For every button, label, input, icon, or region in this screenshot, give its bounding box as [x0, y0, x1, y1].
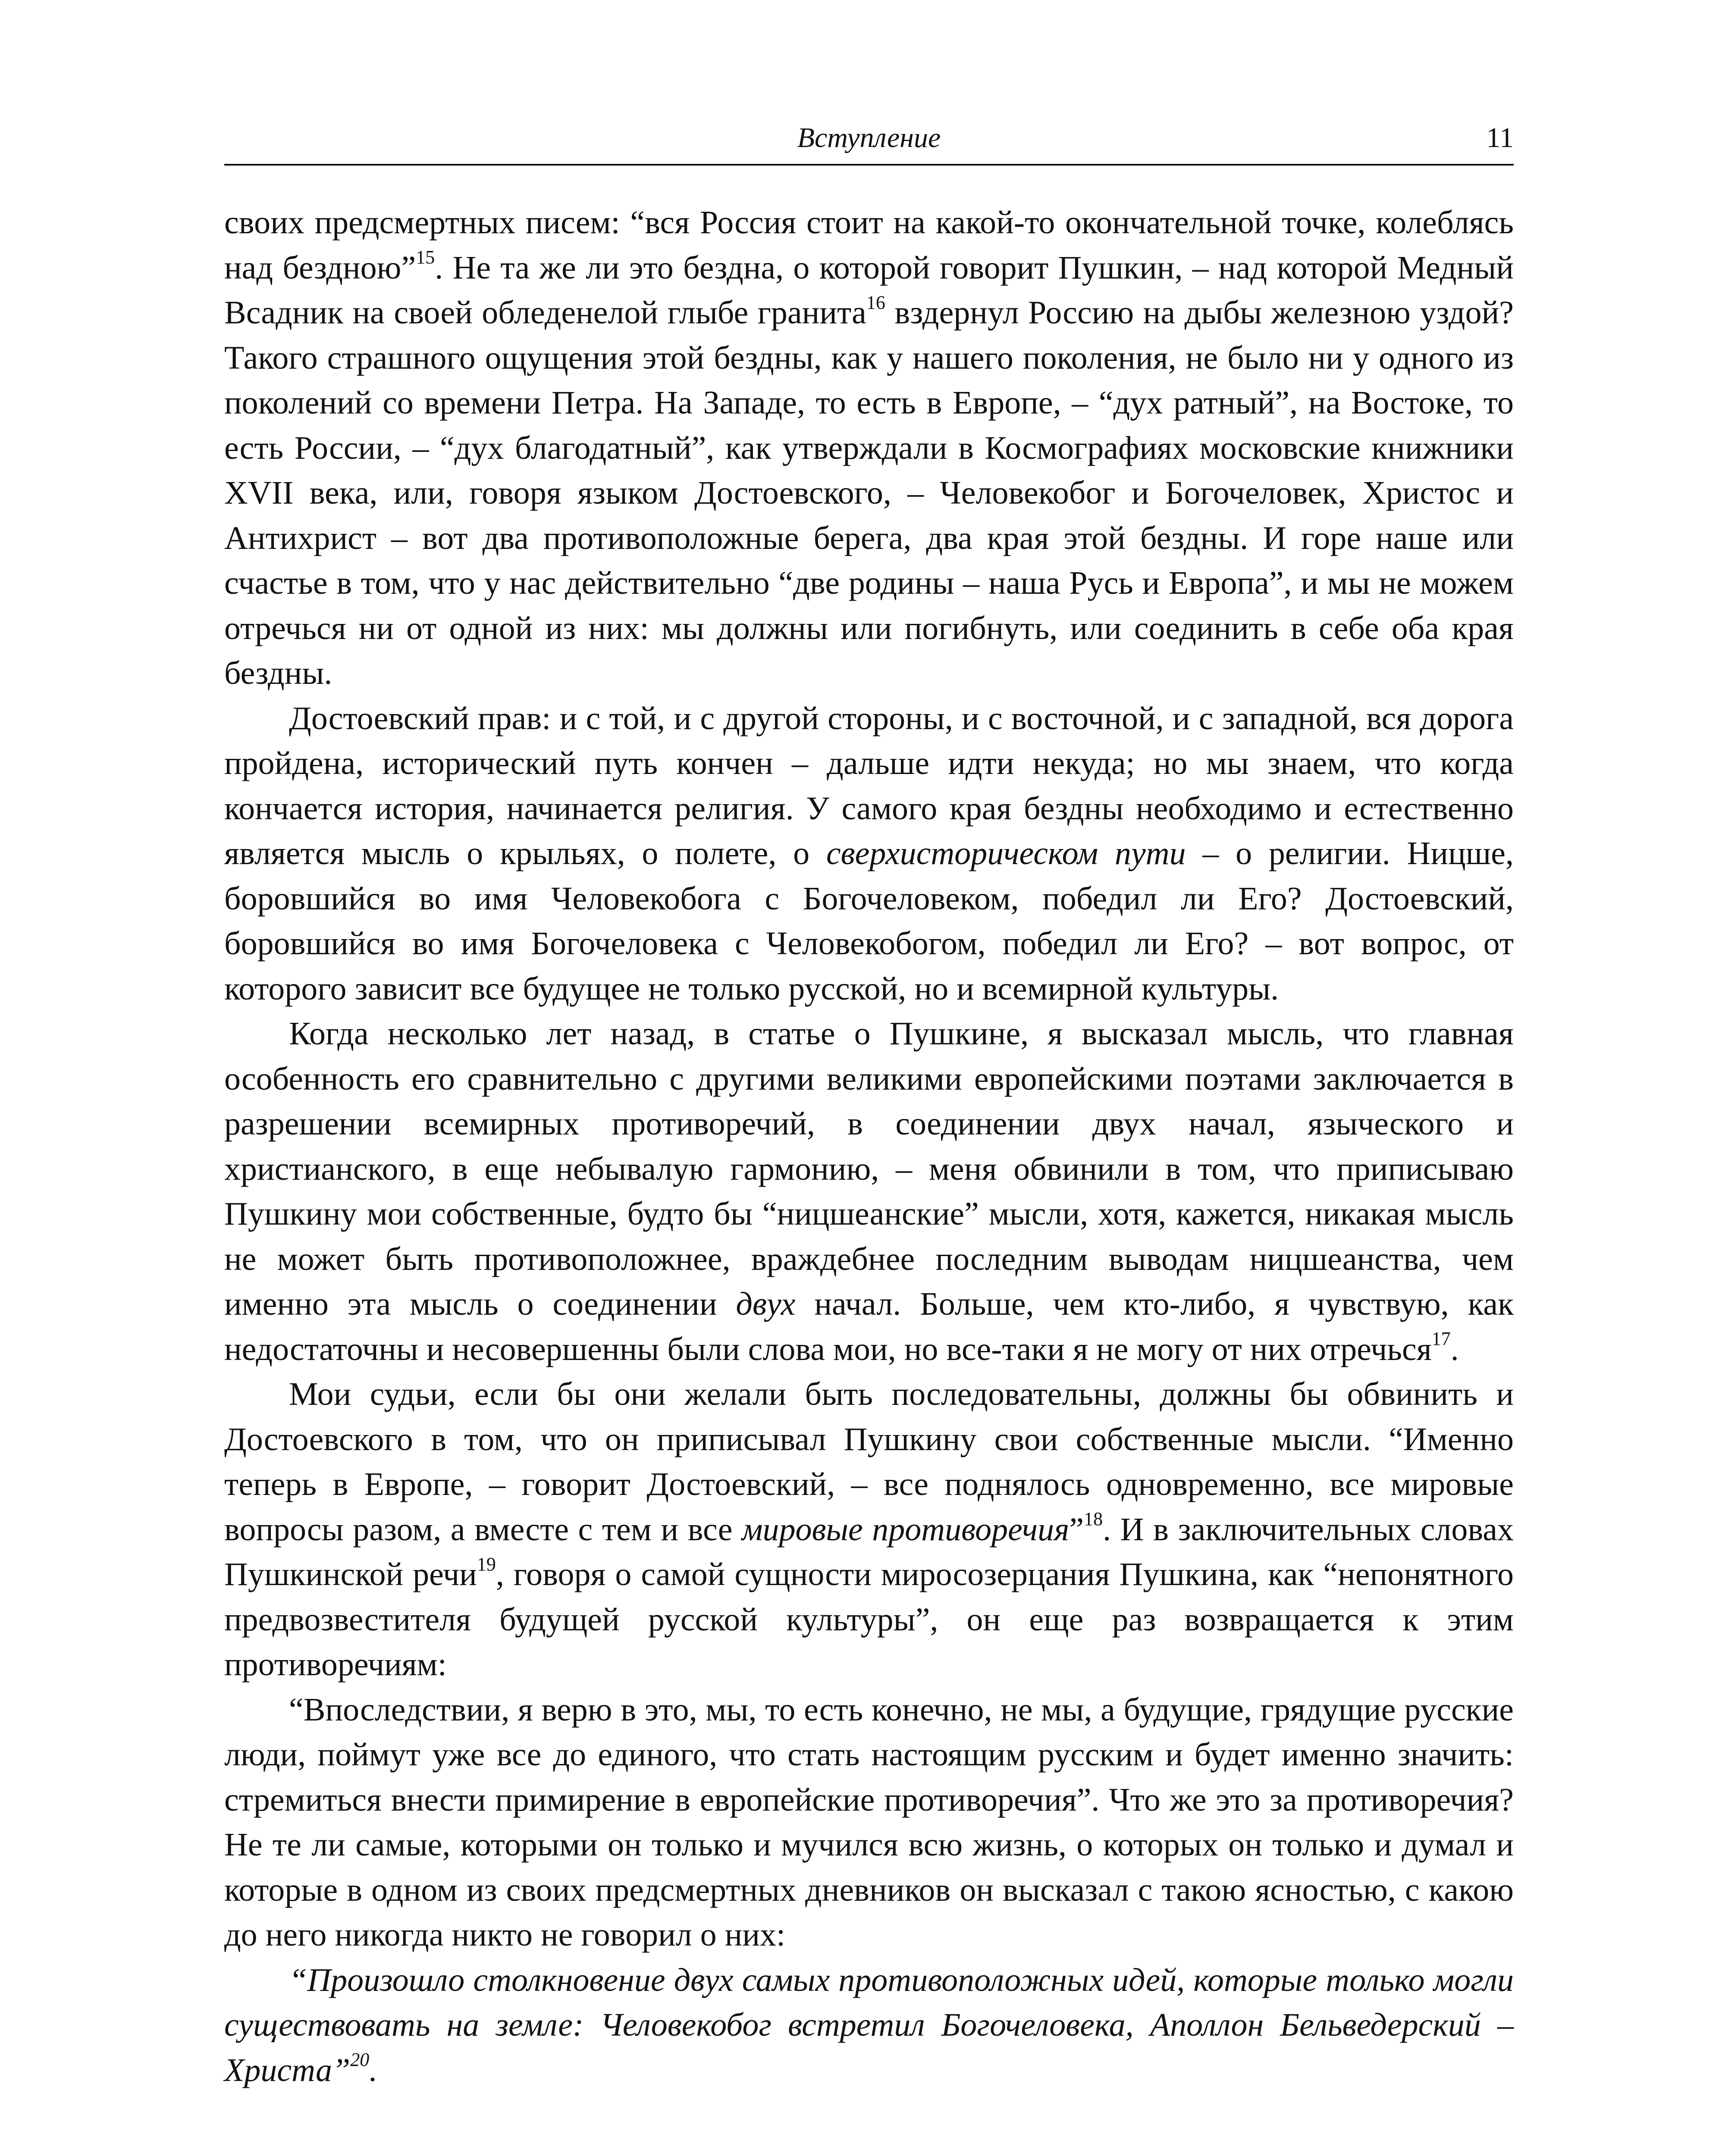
text-run: начал. Больше, чем кто-либо, я чувствую, как недостаточны и несовершенны были слова мои, но все-таки я не могу от них отречься [224, 1286, 1514, 1367]
paragraph-2 [224, 696, 1514, 1012]
emphasis-text: сверхисторическом пути [826, 835, 1186, 871]
body-text [224, 200, 1514, 2093]
footnote-ref: 18 [1084, 1508, 1103, 1530]
running-title: Вступление [797, 122, 941, 154]
page-number: 11 [1486, 122, 1514, 154]
running-header [224, 116, 1514, 166]
text-run: . И в заключительных словах Пушкинской речи [224, 1511, 1514, 1592]
footnote-ref: 20 [350, 2049, 370, 2071]
footnote-ref: 17 [1431, 1328, 1451, 1350]
paragraph-3 [224, 1011, 1514, 1372]
paragraph-4 [224, 1372, 1514, 1687]
text-run: своих предсмертных писем: “вся Россия стоит на какой-то окончательной точке, колеблясь над бездною” [224, 204, 1514, 286]
text-run: “Произошло столкновение двух самых противоположных идей, которые только могли существовать на земле: Человекобог встретил Богочеловека, Аполлон Бельведерский – Христа” [224, 1962, 1514, 2088]
emphasis-text: двух [736, 1286, 796, 1322]
text-run: – о религии. Ницше, боровшийся во имя Человекобога с Богочеловеком, победил ли Его? Достоевский, боровшийся во имя Богочеловека с Человекобогом, победил ли Его? – вот вопрос, от которого зависит все будущее не только русской, но и всемирной культуры. [224, 835, 1514, 1007]
text-run: . [369, 2052, 378, 2088]
text-run: Когда несколько лет назад, в статье о Пушкине, я высказал мысль, что главная особенность его сравнительно с другими великими европейскими поэтами заключается в разрешении всемирных противоречий, в соединении двух начал, языческого и христианского, в еще небывалую гармонию, – меня обвинили в том, что приписываю Пушкину мои собственные, будто бы “ницшеанские” мысли, хотя, кажется, никакая мысль не может быть противоположнее, враждебнее последним выводам ницшеанства, чем именно эта мысль о соединении [224, 1015, 1514, 1322]
text-run: вздернул Россию на дыбы железною уздой? Такого страшного ощущения этой бездны, как у нашего поколения, не было ни у одного из поколений со времени Петра. На Западе, то есть в Европе, – “дух ратный”, на Востоке, то есть России, – “дух благодатный”, как утверждали в Космографиях московские книжники XVII века, или, говоря языком Достоевского, – Человекобог и Богочеловек, Христос и Антихрист – вот два противоположные берега, два края этой бездны. И горе наше или счастье в том, что у нас действительно “две родины – наша Русь и Европа”, и мы не можем отречься ни от одной из них: мы должны или погибнуть, или соединить в себе оба края бездны. [224, 295, 1514, 691]
footnote-ref: 19 [477, 1553, 496, 1575]
emphasis-text: мировые противоречия [741, 1511, 1070, 1548]
text-run: Мои судьи, если бы они желали быть последовательны, должны бы обвинить и Достоевского в том, что он приписывал Пушкину свои собственные мысли. “Именно теперь в Европе, – говорит Достоевский, – все поднялось одновременно, все мировые вопросы разом, а вместе с тем и все [224, 1376, 1514, 1548]
text-run: “Впоследствии, я верю в это, мы, то есть конечно, не мы, а будущие, грядущие русские люди, поймут уже все до единого, что стать настоящим русским и будет именно значить: стремиться внести примирение в европейские противоречия”. Что же это за противоречия? Не те ли самые, которыми он только и мучился всю жизнь, о которых он только и думал и которые в одном из своих предсмертных дневников он высказал с такою ясностью, с какою до него никогда никто не говорил о них: [224, 1691, 1514, 1953]
footnote-ref: 15 [416, 247, 435, 268]
text-run: Достоевский прав: и с той, и с другой стороны, и с восточной, и с западной, вся дорога пройдена, исторический путь кончен – дальше идти некуда; но мы знаем, что когда кончается история, начинается религия. У самого края бездны необходимо и естественно является мысль о крыльях, о полете, о [224, 700, 1514, 871]
paragraph-6-quote [224, 1958, 1514, 2093]
text-run: ” [1069, 1511, 1084, 1548]
paragraph-5 [224, 1687, 1514, 1958]
book-page [224, 116, 1514, 2093]
paragraph-1 [224, 200, 1514, 696]
text-run: . Не та же ли это бездна, о которой говорит Пушкин, – над которой Медный Всадник на своей обледенелой глыбе гранита [224, 249, 1514, 331]
footnote-ref: 16 [866, 291, 885, 313]
text-run: . [1450, 1331, 1459, 1367]
text-run: , говоря о самой сущности миросозерцания Пушкина, как “непонятного предвозвестителя будущей русской культуры”, он еще раз возвращается к этим противоречиям: [224, 1556, 1514, 1683]
